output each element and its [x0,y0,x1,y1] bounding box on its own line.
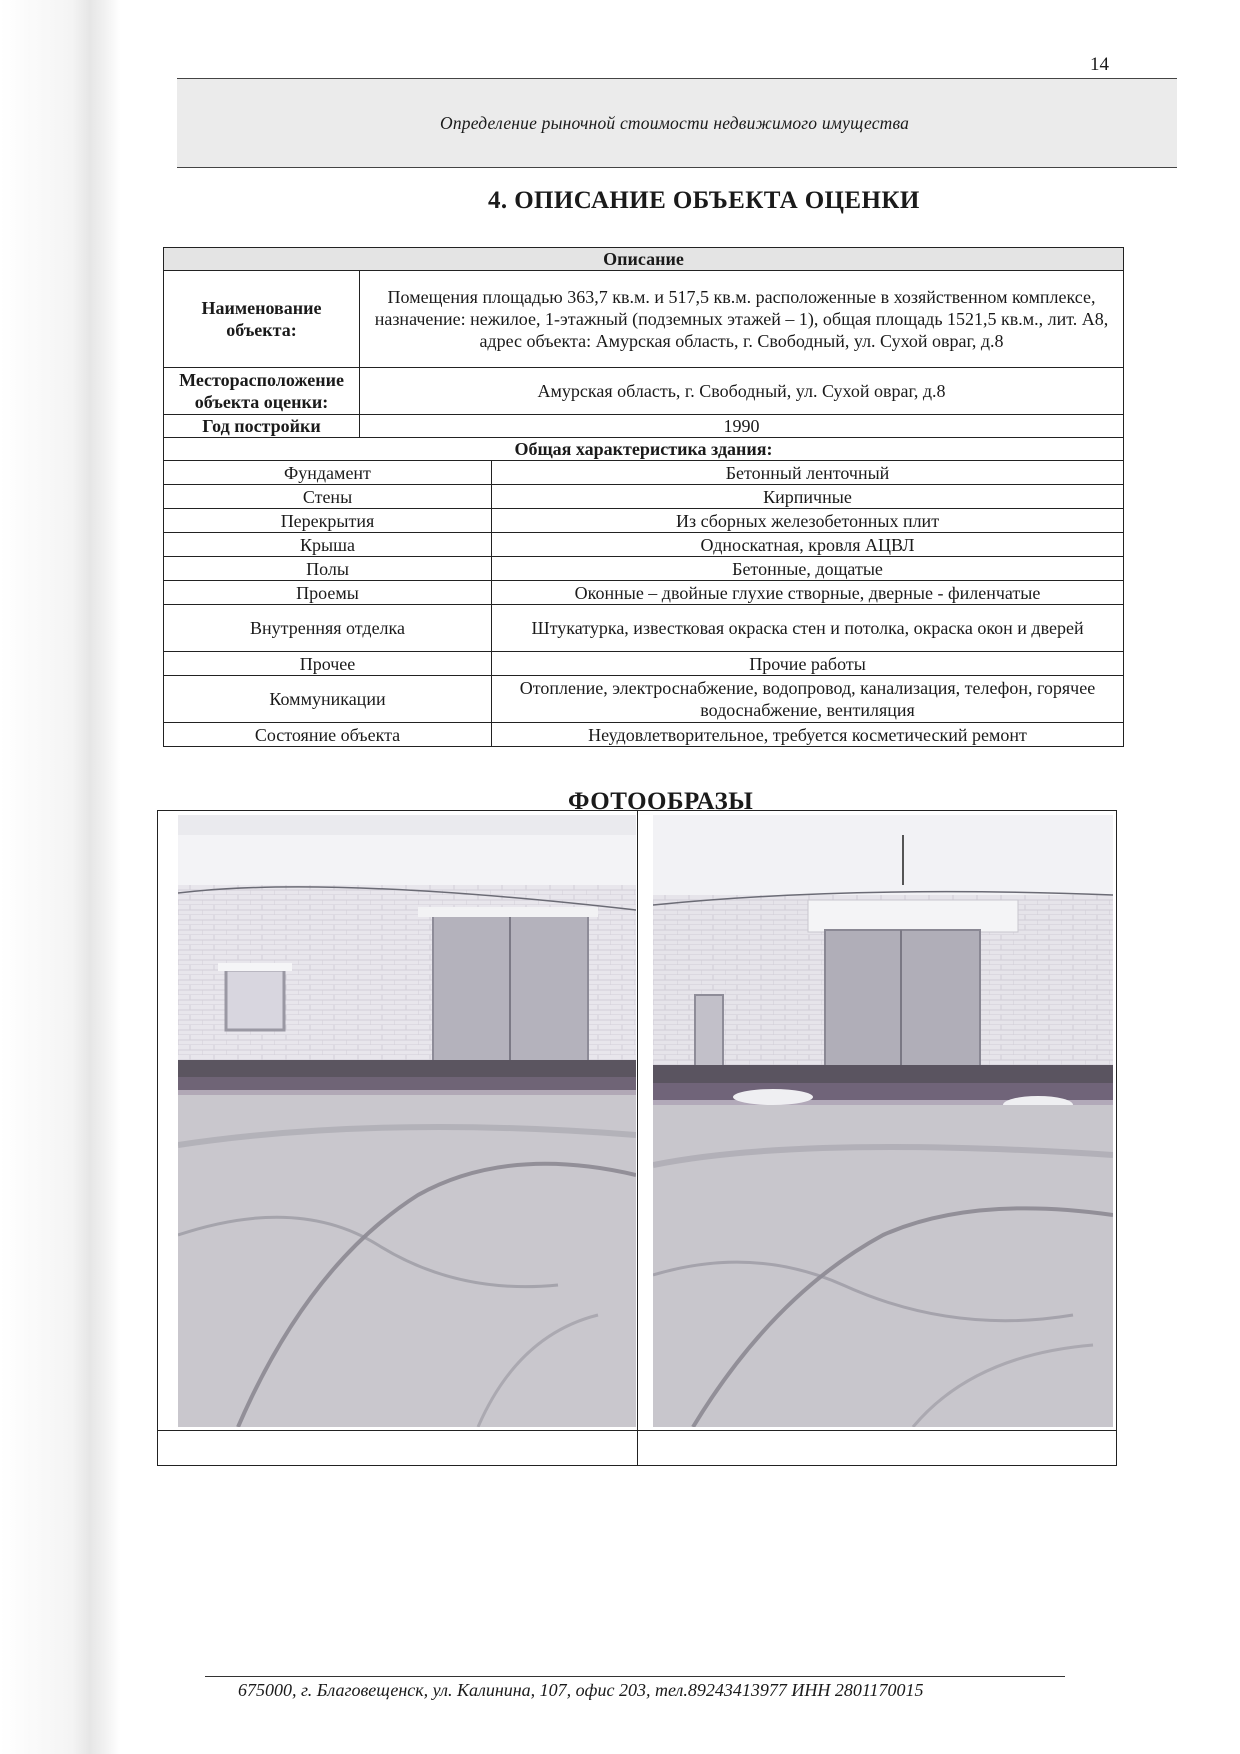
table-header-cell: Описание [164,248,1124,271]
photos-title: ФОТООБРАЗЫ [568,788,754,815]
table-row [164,557,1124,581]
characteristic-value: Кирпичные [492,485,1124,509]
characteristic-label: Проемы [164,581,492,605]
table-row [164,723,1124,747]
table-row [164,676,1124,723]
characteristic-value: Бетонный ленточный [492,461,1124,485]
building-photo-1 [178,815,636,1427]
year-value: 1990 [360,415,1124,438]
year-label: Год постройки [164,415,360,438]
table-row [164,509,1124,533]
object-name-value: Помещения площадью 363,7 кв.м. и 517,5 кв.м. расположенные в хозяйственном комплексе, назначение: нежилое, 1-этажный (подземных этажей – 1), общая площадь 1521,5 кв.м., лит. А8, адрес объекта: Амурская область, г. Свободный, ул. Сухой овраг, д.8 [360,271,1124,368]
scan-edge-shadow [0,0,120,1754]
characteristic-value: Прочие работы [492,652,1124,676]
footer-rule [205,1676,1065,1677]
object-name-row [164,271,1124,368]
photo-table-bottom-rule [157,1430,1117,1431]
characteristic-label: Фундамент [164,461,492,485]
characteristic-label: Крыша [164,533,492,557]
footer-contact: 675000, г. Благовещенск, ул. Калинина, 107, офис 203, тел.89243413977 ИНН 2801170015 [238,1680,924,1700]
characteristic-label: Состояние объекта [164,723,492,747]
characteristic-value: Отопление, электроснабжение, водопровод, канализация, телефон, горячее водоснабжение, вентиляция [492,676,1124,723]
characteristic-label: Внутренняя отделка [164,605,492,652]
characteristic-value: Неудовлетворительное, требуется косметический ремонт [492,723,1124,747]
characteristic-value: Оконные – двойные глухие створные, дверные - филенчатые [492,581,1124,605]
characteristics-header-row [164,438,1124,461]
object-description-table [163,247,1124,747]
table-row [164,581,1124,605]
characteristic-value: Штукатурка, известковая окраска стен и потолка, окраска окон и дверей [492,605,1124,652]
object-name-label: Наименование объекта: [164,271,360,368]
running-header-title: Определение рыночной стоимости недвижимого имущества [440,113,910,133]
table-header-row [164,248,1124,271]
section-title: 4. ОПИСАНИЕ ОБЪЕКТА ОЦЕНКИ [488,187,920,214]
characteristic-value: Бетонные, дощатые [492,557,1124,581]
table-row [164,485,1124,509]
characteristic-label: Прочее [164,652,492,676]
building-photo-2 [653,815,1113,1427]
characteristic-value: Из сборных железобетонных плит [492,509,1124,533]
characteristic-label: Перекрытия [164,509,492,533]
characteristic-label: Стены [164,485,492,509]
characteristic-label: Полы [164,557,492,581]
location-row [164,368,1124,415]
location-label: Месторасположение объекта оценки: [164,368,360,415]
characteristics-header-cell: Общая характеристика здания: [164,438,1124,461]
characteristic-label: Коммуникации [164,676,492,723]
year-row [164,415,1124,438]
table-row [164,533,1124,557]
table-row [164,652,1124,676]
location-value: Амурская область, г. Свободный, ул. Сухой овраг, д.8 [360,368,1124,415]
photo-table-divider [637,810,638,1466]
table-row [164,605,1124,652]
table-row [164,461,1124,485]
page-number: 14 [1090,54,1109,75]
characteristic-value: Односкатная, кровля АЦВЛ [492,533,1124,557]
